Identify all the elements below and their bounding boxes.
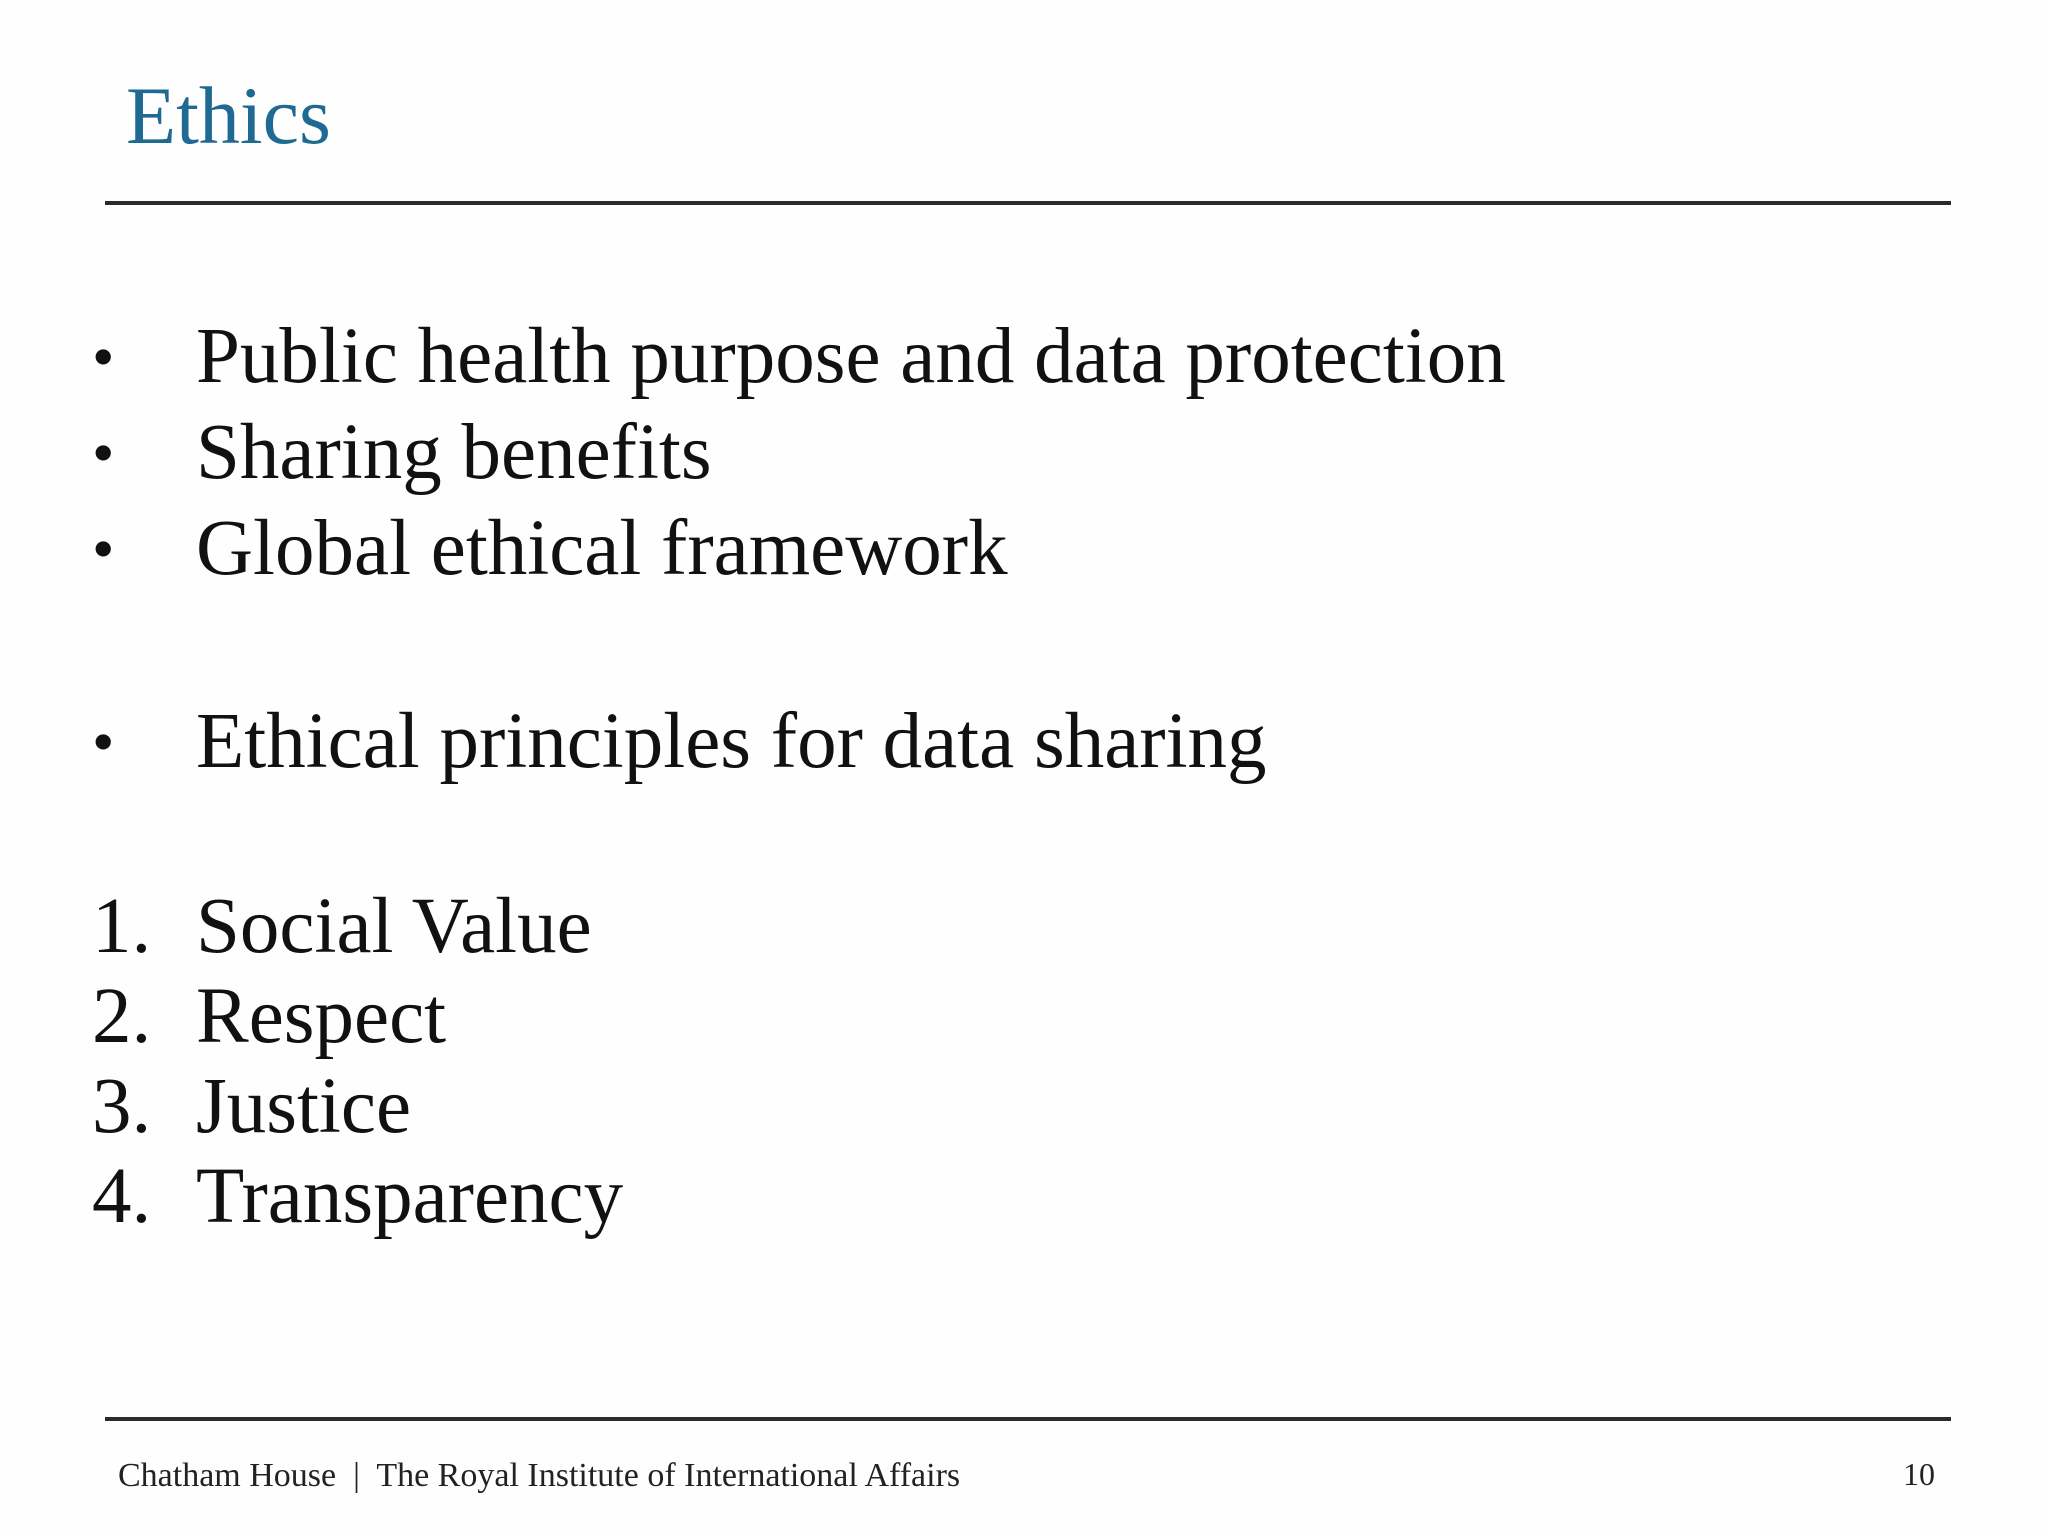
item-number: 2. <box>92 973 152 1060</box>
bullet-text: Public health purpose and data protection <box>196 313 1506 400</box>
item-number: 3. <box>92 1063 152 1150</box>
bullet-icon: • <box>92 417 115 488</box>
item-text: Transparency <box>196 1153 624 1240</box>
slide-title: Ethics <box>126 70 331 161</box>
item-text: Social Value <box>196 883 592 970</box>
footer-divider <box>105 1417 1951 1421</box>
item-number: 4. <box>92 1153 152 1240</box>
bullet-text: Global ethical framework <box>196 505 1008 592</box>
item-text: Justice <box>196 1063 412 1150</box>
bullet-icon: • <box>92 706 115 777</box>
bullet-text: Ethical principles for data sharing <box>196 698 1267 785</box>
title-divider <box>105 201 1951 205</box>
footer-organization: Chatham House | The Royal Institute of International Affairs <box>118 1457 961 1494</box>
bullet-icon: • <box>92 321 115 392</box>
bullet-icon: • <box>92 513 115 584</box>
page-number: 10 <box>1903 1456 1935 1492</box>
item-text: Respect <box>196 973 447 1060</box>
bullet-text: Sharing benefits <box>196 409 712 496</box>
item-number: 1. <box>92 883 152 970</box>
